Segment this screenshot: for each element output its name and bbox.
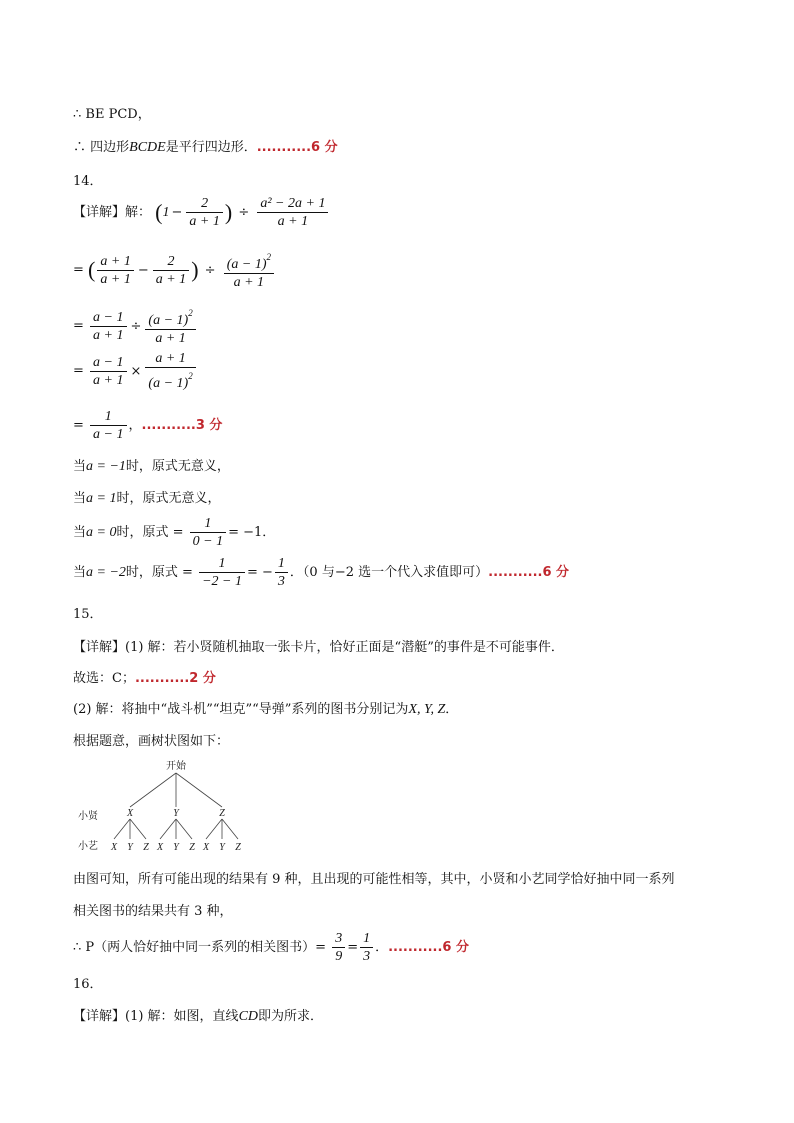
q15-result-line2: 相关图书的结果共有 3 种，	[73, 904, 233, 919]
q15-part2	[73, 698, 458, 718]
denominator: a + 1	[93, 327, 124, 343]
text: = −	[247, 565, 273, 580]
period: ．	[375, 940, 389, 955]
value: a = 0	[86, 525, 117, 540]
eq-step-0	[73, 195, 330, 230]
value: a = −1	[86, 459, 126, 474]
text: 当	[73, 565, 87, 580]
tree-node-x: X	[126, 808, 134, 819]
exponent: 2	[188, 371, 193, 381]
text: ∴ 四边形	[73, 140, 130, 155]
denominator: a + 1	[155, 271, 187, 287]
tree-level1	[126, 808, 225, 819]
text: 故选：C；	[73, 671, 135, 686]
tree-leaf: Z	[235, 842, 241, 853]
q15-probability	[73, 930, 469, 965]
tree-leaf: Z	[189, 842, 195, 853]
fraction	[199, 555, 245, 590]
paren-close: )	[191, 257, 199, 282]
base: (a − 1)	[148, 313, 189, 328]
denominator: a − 1	[93, 427, 124, 442]
numerator: a − 1	[90, 354, 126, 372]
num: 1	[162, 205, 170, 220]
tree-level2	[110, 842, 241, 853]
numerator: 1	[199, 555, 245, 573]
numerator	[224, 249, 274, 274]
text: = −1．	[228, 525, 276, 540]
text: 时，原式 =	[125, 565, 193, 580]
denominator: 3	[277, 574, 285, 589]
text: ．（0 与−2 选一个代入求值即可）	[289, 565, 489, 580]
line-be-pcd: ∴ BE PCD，	[73, 107, 151, 122]
score-label: ...........3 分	[141, 418, 223, 433]
fraction	[186, 195, 222, 230]
op: −	[137, 262, 149, 278]
text: ∴ P（两人恰好抽中同一系列的相关图书）=	[73, 940, 327, 955]
op: ÷	[130, 318, 142, 334]
shape-name: BCDE	[129, 140, 166, 155]
numerator: 2	[186, 195, 222, 213]
tree-root: 开始	[166, 761, 186, 772]
numerator: 1	[360, 930, 373, 948]
fraction	[97, 253, 133, 288]
fraction	[360, 930, 373, 965]
fraction	[145, 350, 195, 392]
eq-step-2	[73, 305, 198, 347]
base: (a − 1)	[226, 257, 267, 272]
eq-step-3	[73, 350, 198, 392]
denominator	[145, 368, 195, 392]
numerator: 2	[153, 253, 189, 271]
tree-leaf: X	[156, 842, 164, 853]
denominator: a + 1	[155, 331, 186, 346]
equals: =	[347, 940, 359, 955]
equals: =	[73, 363, 84, 379]
op: ×	[130, 363, 142, 379]
numerator: a + 1	[145, 350, 195, 368]
denominator: 0 − 1	[192, 534, 224, 549]
question-number-15: 15．	[73, 607, 103, 622]
tree-node-y: Y	[173, 808, 179, 819]
paren-open: (	[155, 199, 163, 225]
line-name: CD	[238, 1009, 259, 1024]
text: 时，原式无意义，	[116, 491, 221, 506]
case-a-0	[73, 515, 275, 550]
score-label: ...........6 分	[256, 140, 338, 155]
op: −	[171, 205, 183, 220]
case-a-minus2	[73, 555, 569, 590]
op: ÷	[204, 262, 216, 278]
equals: =	[73, 418, 84, 433]
tree-leaf: X	[110, 842, 118, 853]
eq-step-1	[73, 249, 276, 291]
numerator: a² − 2a + 1	[257, 195, 328, 213]
fraction	[90, 408, 126, 443]
tree-row-label-xiaoxian: 小贤	[78, 811, 98, 822]
fraction	[90, 309, 126, 344]
exponent: 2	[188, 308, 193, 318]
value: a = 1	[86, 491, 117, 506]
denominator: a + 1	[233, 275, 265, 290]
denominator: a + 1	[189, 214, 220, 229]
eq-step-4	[73, 408, 222, 443]
tree-leaf: Y	[127, 842, 133, 853]
text: 时，原式无意义，	[125, 459, 230, 474]
q15-answer	[73, 667, 216, 686]
equals: =	[73, 262, 84, 278]
score-label: ...........6 分	[388, 940, 470, 955]
score-label: ...........6 分	[488, 565, 570, 580]
text: (2) 解：将抽中“战斗机”“坦克”“导弹”系列的图书分别记为	[73, 702, 409, 717]
numerator: 1	[90, 408, 126, 426]
fraction	[224, 249, 274, 291]
equals: =	[73, 318, 84, 334]
denominator: a + 1	[93, 372, 124, 388]
fraction	[145, 305, 195, 347]
denominator: a + 1	[277, 214, 309, 229]
denominator: −2 − 1	[202, 574, 242, 589]
base: (a − 1)	[148, 376, 189, 391]
text: 时，原式 =	[116, 525, 184, 540]
tree-leaf: Y	[173, 842, 179, 853]
denominator: a + 1	[100, 271, 131, 287]
text: ．	[445, 702, 459, 717]
tree-node-z: Z	[219, 808, 225, 819]
op: ÷	[238, 205, 250, 220]
paren-close: )	[224, 199, 233, 225]
denominator: 3	[363, 949, 371, 964]
tree-diagram	[70, 757, 270, 857]
text: 当	[73, 491, 87, 506]
question-number-16: 16．	[73, 977, 103, 992]
fraction	[257, 195, 328, 230]
numerator: 3	[332, 930, 345, 948]
detail-label: 【详解】解：	[73, 205, 152, 220]
tree-edges	[114, 773, 238, 839]
denominator: 9	[335, 949, 343, 964]
q15-result-line1: 由图可知，所有可能出现的结果有 9 种，且出现的可能性相等，其中，小贤和小艺同学恰好抽中同一系列	[73, 872, 675, 887]
numerator	[145, 305, 195, 330]
text: 是平行四边形．	[165, 140, 257, 155]
text: 即为所求．	[258, 1009, 324, 1024]
value: a = −2	[86, 565, 126, 580]
text: 当	[73, 459, 87, 474]
case-a-1	[73, 487, 220, 507]
q16-part1	[73, 1005, 323, 1025]
text: 【详解】(1) 解：如图，直线	[73, 1009, 239, 1024]
variables: X, Y, Z	[408, 702, 446, 717]
paren-open: (	[88, 257, 96, 282]
numerator: a + 1	[97, 253, 133, 271]
fraction	[190, 515, 226, 550]
numerator: 1	[275, 555, 288, 573]
tree-leaf: Z	[143, 842, 149, 853]
case-a-minus1	[73, 455, 230, 475]
score-label: ...........2 分	[134, 671, 216, 686]
fraction	[275, 555, 288, 590]
q15-part1: 【详解】(1) 解：若小贤随机抽取一张卡片，恰好正面是“潜艇”的事件是不可能事件．	[73, 640, 564, 655]
fraction	[332, 930, 345, 965]
question-number-14: 14．	[73, 174, 103, 189]
fraction	[153, 253, 189, 288]
text: 当	[73, 525, 87, 540]
comma: ，	[128, 418, 142, 433]
q15-tree-intro: 根据题意，画树状图如下：	[73, 734, 230, 749]
numerator: 1	[190, 515, 226, 533]
numerator: a − 1	[90, 309, 126, 327]
tree-leaf: Y	[219, 842, 225, 853]
fraction	[90, 354, 126, 389]
tree-row-label-xiaoyi: 小艺	[78, 841, 98, 852]
exponent: 2	[266, 252, 271, 262]
line-parallelogram	[73, 136, 338, 156]
tree-leaf: X	[202, 842, 210, 853]
